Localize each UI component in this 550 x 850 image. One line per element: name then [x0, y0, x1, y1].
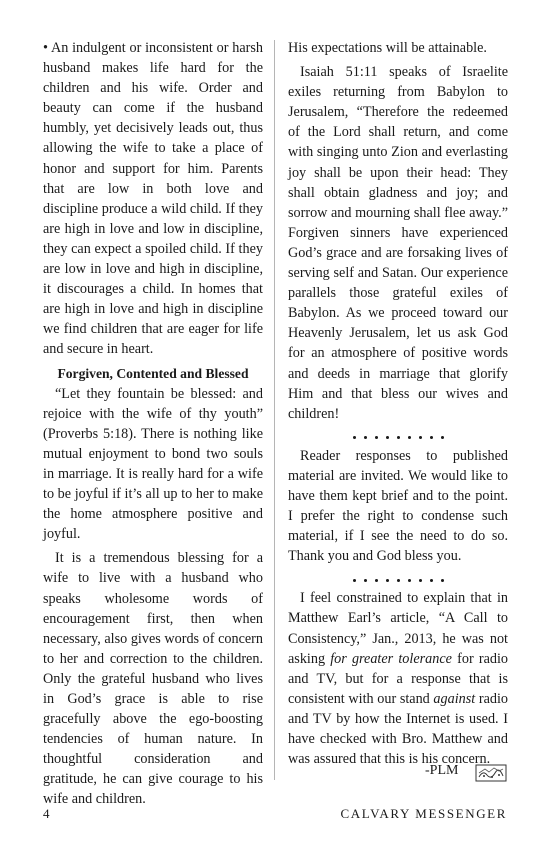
section-heading: Forgiven, Contented and Blessed [57, 365, 249, 381]
left-column [43, 38, 263, 814]
paragraph-explanation: I feel constrained to explain that in Matthew Earl’s article, “A Call to Consistency,” Jan., 2013, he was not asking for greater tolerance for radio and TV, but for a response that is consistent with our stand against radio and TV by how the Internet is used. I have checked with Bro. Matthew and was assured that this is his concern. [288, 590, 509, 768]
paragraph-indulgent-husband: • An indulgent or inconsistent or harsh husband makes life hard for the children and his wife. Order and beauty can come if the husband humbly, yet decisively leads out, thus allowing the wife to take a place of honor and support for him. Parents that are low in both love and discipline produce a wild child. If they are high in love and low in discipline, they can expect a spoiled child. If they are low in love and high in discipline, it discourages a child. In homes that are high in love and high in discipline we find children that are eager for life and secure in heart. [43, 40, 263, 358]
section-separator [288, 428, 508, 442]
section-separator [288, 570, 508, 584]
paragraph-reader-responses: Reader responses to published material are invited. We would like to have them kept brief and to the point. I prefer the right to condense such material, if I see the need to do so. Thank you and God bless you. [288, 447, 508, 565]
paragraph-expectations: His expectations will be attainable. [288, 40, 487, 56]
author-signature: -PLM [425, 763, 459, 778]
column-divider [274, 40, 275, 780]
emphasis-against: against [433, 690, 476, 707]
page-number: 4 [43, 806, 50, 821]
right-column [288, 38, 508, 773]
emphasis-tolerance: for greater tolerance [330, 650, 452, 667]
ornament-icon [475, 764, 507, 782]
publication-title: CALVARY MESSENGER [340, 806, 507, 821]
paragraph-isaiah: Isaiah 51:11 speaks of Israelite exiles returning from Babylon to Jerusalem, “Therefore the redeemed of the Lord shall return, and come with singing unto Zion and everlasting joy shall be upon their head: They shall obtain gladness and joy; and sorrow and mourning shall flee away.” Forgiven sinners have experienced God’s grace and are forsaking lives of serving self and Satan. Our experience parallels those grateful exiles of Babylon. As we proceed toward our Heavenly Jerusalem, let us ask God for an atmosphere of positive words and deeds in marriage that glorify Him and that bless our wives and children! [288, 64, 508, 422]
paragraph-tremendous-blessing: It is a tremendous blessing for a wife to live with a husband who speaks wholesome words of encouragement first, then when necessary, also gives words of concern to her and correction to the children. Only the grateful husband who lives in God’s grace is able to rise gracefully above the ego-boosting tendencies of human nature. In thoughtful consideration and gratitude, he can give courage to his wife and children. [43, 550, 263, 808]
paragraph-fountain-blessed: “Let they fountain be blessed: and rejoice with the wife of thy youth” (Proverbs 5:18). There is nothing like mutual enjoyment to bond two souls in marriage. It is really hard for a wife to be joyful if it’s all up to her to make the home atmosphere positive and joyful. [43, 385, 263, 543]
